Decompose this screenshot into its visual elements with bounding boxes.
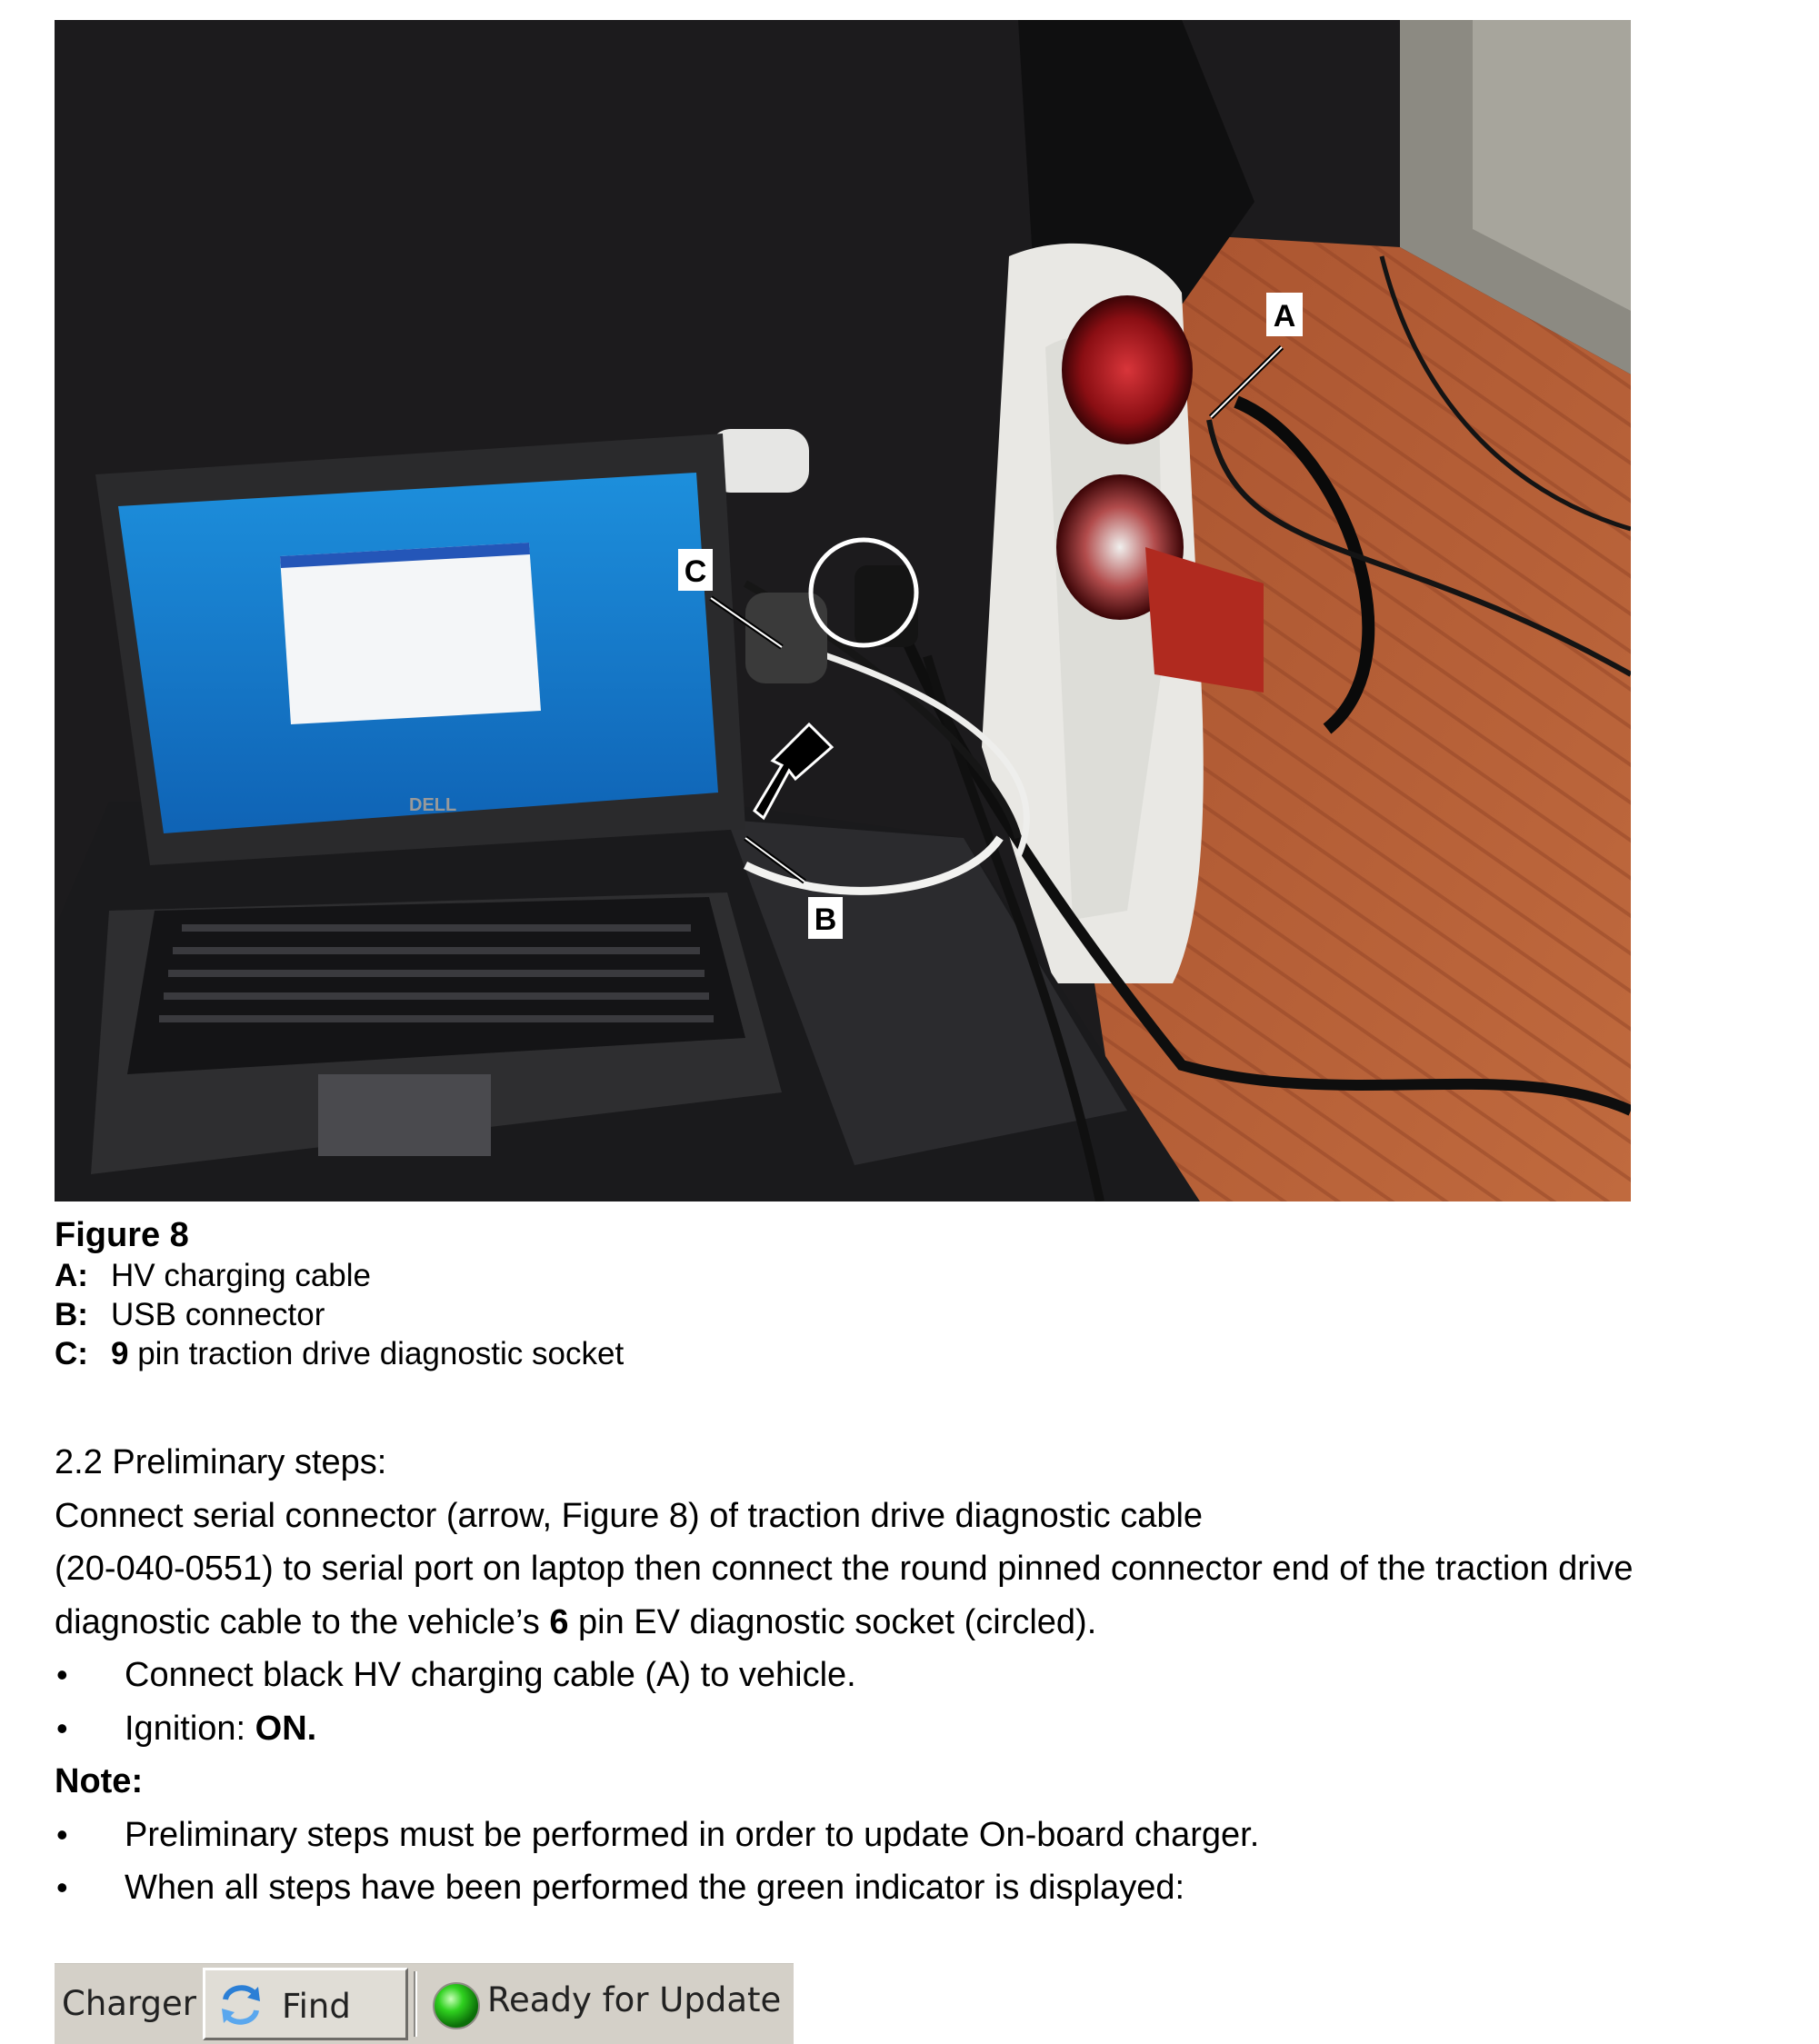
find-button[interactable]	[203, 1968, 408, 2040]
legend-text: HV charging cable	[111, 1258, 371, 1293]
note-bullet-1: • Preliminary steps must be performed in order to update On-board charger.	[55, 1809, 1809, 1862]
refresh-arrows-icon	[218, 1978, 264, 2040]
legend-bold: 9	[111, 1336, 129, 1371]
legend-text: USB connector	[111, 1297, 325, 1332]
ev-diagnostic-socket	[855, 565, 918, 647]
figure-8-photo	[55, 20, 1631, 1201]
bullet-item-2	[55, 1702, 1809, 1756]
paragraph-line-1: Connect serial connector (arrow, Figure 8) of traction drive diagnostic cable	[55, 1496, 1204, 1535]
laptop-brand-logo: DELL	[409, 795, 457, 815]
find-label: Find	[282, 1987, 351, 2026]
legend-key: B:	[55, 1297, 88, 1332]
paragraph-text: diagnostic cable to the vehicle’s	[55, 1602, 550, 1641]
green-led-icon	[431, 1980, 482, 2039]
legend-key: A:	[55, 1258, 88, 1293]
legend-item-c	[55, 1334, 624, 1373]
ready-status-label: Ready for Update	[487, 1980, 782, 2019]
laptop-touchpad	[318, 1074, 491, 1156]
callout-c-label: C	[684, 554, 707, 589]
preliminary-steps-section	[55, 1436, 1809, 1915]
paragraph-bold: 6	[549, 1602, 569, 1641]
charger-label: Charger	[62, 1984, 196, 2023]
legend-item-b	[55, 1295, 624, 1334]
note-label: Note:	[55, 1762, 144, 1800]
figure-caption	[55, 1214, 624, 1373]
paragraph-line-2: (20-040-0551) to serial port on laptop then connect the round pinned connector end of the traction drive	[55, 1550, 1634, 1588]
legend-item-a	[55, 1256, 624, 1295]
toolbar-separator	[414, 1971, 415, 2037]
callout-a-label: A	[1273, 299, 1296, 334]
bullet-bold: ON.	[255, 1709, 317, 1748]
bullet-text: Ignition:	[125, 1709, 255, 1748]
photo-illustration	[55, 20, 1631, 1201]
charger-status-strip	[55, 1963, 794, 2044]
bullet-item-1: • Connect black HV charging cable (A) to vehicle.	[55, 1649, 1809, 1702]
section-heading: 2.2 Preliminary steps:	[55, 1443, 387, 1481]
paragraph-line-3	[55, 1596, 1809, 1650]
callout-b-label: B	[814, 902, 837, 937]
screen-dialog-window	[280, 543, 541, 724]
note-bullet-2: • When all steps have been performed the green indicator is displayed:	[55, 1861, 1809, 1915]
paragraph-text: pin EV diagnostic socket (circled).	[568, 1602, 1097, 1641]
figure-title: Figure 8	[55, 1216, 189, 1254]
tail-lamp-upper	[1062, 295, 1193, 444]
legend-text: pin traction drive diagnostic socket	[128, 1336, 625, 1371]
legend-key: C:	[55, 1336, 88, 1371]
